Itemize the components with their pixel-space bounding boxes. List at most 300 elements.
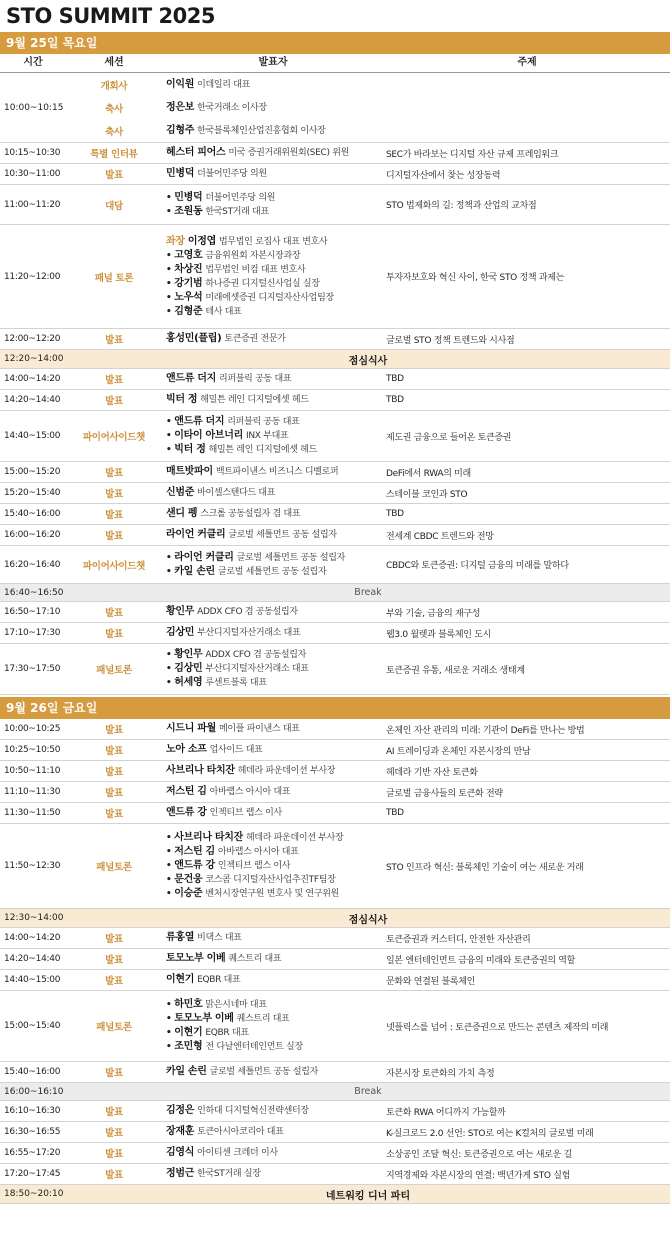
speaker-list (162, 369, 384, 389)
opening-time: 10:00~10:15 (4, 102, 64, 113)
speaker-name: 장재훈 (166, 1126, 195, 1137)
speaker (166, 952, 384, 966)
speaker-list (162, 143, 384, 163)
speaker-affiliation: 인젝티브 랩스 이사 (209, 808, 282, 818)
col-session: 세션 (104, 57, 124, 68)
session-label: 발표 (105, 170, 123, 181)
bullet: • (166, 1014, 175, 1024)
speaker-affiliation: 루센트블록 대표 (205, 678, 267, 688)
speaker-name: 라이언 커클리 (166, 529, 226, 540)
speaker (166, 263, 384, 277)
speaker-name: 홍성민(플립) (166, 333, 222, 344)
schedule-row (0, 546, 670, 584)
session-label: 발표 (105, 1068, 123, 1079)
speaker-name: 이타이 아브너리 (174, 430, 243, 441)
speaker-name: 김정은 (166, 1105, 195, 1116)
speaker (166, 277, 384, 291)
speaker-list (162, 525, 384, 545)
session-label: 발표 (105, 1107, 123, 1118)
speaker (166, 931, 384, 945)
speaker-affiliation: 미래에셋증권 디지털자산사업팀장 (205, 292, 334, 303)
bullet: • (166, 431, 175, 441)
speaker-affiliation: ADDX CFO 겸 공동설립자 (197, 607, 298, 617)
speaker (166, 191, 384, 205)
speaker-affiliation: 더불어민주당 의원 (197, 169, 267, 179)
speaker-list (162, 719, 384, 739)
speaker-affiliation: 퀘스트리 대표 (228, 954, 282, 964)
day2-rows-late (0, 1101, 670, 1185)
speaker-name: 김영식 (166, 1147, 195, 1158)
speaker (166, 626, 384, 640)
bullet: • (166, 264, 175, 275)
topic: 웹3.0 월렛과 블록체인 도시 (386, 629, 492, 640)
speaker (166, 605, 384, 619)
row-time: 16:20~16:40 (4, 559, 61, 570)
speaker-name: 차상진 (174, 263, 203, 275)
session-label: 발표 (105, 955, 123, 966)
speaker-name: 카일 손린 (166, 1066, 207, 1077)
topic: 토큰증권 유통, 새로운 거래소 생태계 (386, 665, 525, 676)
session-label: 파이어사이드챗 (82, 432, 146, 443)
topic: 디지털자산에서 찾는 성장동력 (386, 170, 501, 181)
speaker (166, 873, 384, 887)
speaker (166, 1065, 384, 1079)
speaker (166, 305, 384, 319)
schedule-row (0, 1122, 670, 1143)
speaker-list (162, 991, 384, 1061)
break-time: 16:40~16:50 (4, 587, 64, 598)
topic: 자본시장 토큰화의 가치 측정 (386, 1068, 495, 1079)
speaker (166, 167, 384, 181)
col-topic: 주제 (517, 57, 537, 68)
session-label: 특별 인터뷰 (90, 149, 138, 160)
speaker-affiliation: 금융위원회 자본시장과장 (205, 250, 301, 261)
bullet: • (166, 650, 175, 660)
speaker-affiliation: INX 부대표 (246, 431, 289, 441)
schedule-row (0, 504, 670, 525)
speaker-affiliation: 인젝티브 랩스 이사 (217, 861, 291, 871)
speaker-name: 이현기 (166, 974, 195, 985)
topic: 글로벌 금융사들의 토큰화 전략 (386, 788, 503, 799)
speaker-name: 민병덕 (174, 191, 203, 203)
bullet: • (166, 417, 175, 427)
session-label: 발표 (105, 1128, 123, 1139)
bullet: • (166, 664, 175, 674)
session-label: 발표 (105, 767, 123, 778)
schedule-row (0, 991, 670, 1062)
row-time: 11:20~12:00 (4, 271, 61, 282)
speaker-name: 허세영 (174, 677, 203, 688)
row-time: 10:30~11:00 (4, 169, 61, 179)
row-time: 15:00~15:40 (4, 1021, 61, 1031)
bullet: • (166, 875, 175, 885)
speaker-list (162, 623, 384, 643)
speaker-name: 노우석 (174, 291, 203, 303)
speaker-affiliation: 토큰아시아코리아 대표 (197, 1127, 284, 1137)
speaker (166, 722, 384, 736)
speaker (166, 831, 384, 845)
bullet: • (166, 1028, 175, 1038)
session-label: 축사 (105, 126, 123, 138)
topic: STO 인프라 혁신: 블록체인 기술이 여는 새로운 거래 (386, 862, 584, 873)
lunch-label: 점심식사 (348, 355, 388, 367)
lunch-time: 12:30~14:00 (4, 913, 64, 923)
speaker (166, 486, 384, 500)
speaker-list (162, 602, 384, 622)
speaker-list (162, 824, 384, 908)
speaker-name: 이정엽 (187, 235, 216, 247)
schedule-row (0, 143, 670, 164)
break-row (0, 584, 670, 602)
speaker-name: 앤드류 강 (174, 860, 215, 871)
schedule-row (0, 462, 670, 483)
speaker (166, 845, 384, 859)
topic: DeFi에서 RWA의 미래 (386, 468, 471, 479)
topic: K-실크로드 2.0 선언: STO로 여는 K컬처의 글로벌 미래 (386, 1128, 594, 1139)
row-time: 10:00~10:25 (4, 724, 61, 734)
speaker-affiliation: 글로벌 세틀먼트 공동 설립자 (236, 552, 346, 563)
dinner-row (0, 1185, 670, 1204)
schedule-row (0, 949, 670, 970)
speaker-affiliation: 토큰증권 전문가 (224, 334, 286, 344)
schedule-row (0, 623, 670, 644)
speaker-list (162, 803, 384, 823)
speaker-name: 하민호 (174, 999, 203, 1010)
speaker (166, 1040, 384, 1054)
session-label: 발표 (105, 1149, 123, 1160)
row-time: 17:20~17:45 (4, 1169, 61, 1179)
row-time: 16:55~17:20 (4, 1148, 61, 1158)
speaker-affiliation: EQBR 대표 (205, 1028, 249, 1038)
speaker-name: 이승준 (174, 888, 203, 899)
bullet: • (166, 278, 175, 289)
speaker-affiliation: 부산디지털자산거래소 대표 (205, 664, 309, 674)
speaker-affiliation: 헤데라 파운데이션 부사장 (246, 833, 344, 843)
bullet: • (166, 1000, 175, 1010)
speaker-affiliation: 백트파이낸스 비즈니스 디벨로퍼 (215, 467, 339, 477)
speaker-affiliation: 맑은시네마 대표 (205, 1000, 267, 1010)
speaker (166, 1125, 384, 1139)
speaker-name: 앤드류 더지 (174, 416, 225, 427)
row-time: 17:10~17:30 (4, 628, 61, 638)
speaker (166, 291, 384, 305)
row-time: 17:30~17:50 (4, 664, 61, 674)
schedule-row (0, 369, 670, 390)
day1-rows-afternoon (0, 369, 670, 584)
topic: 토큰증권과 커스터디, 안전한 자산관리 (386, 934, 531, 945)
speaker-list (162, 546, 384, 583)
topic: STO 법제화의 길: 정책과 산업의 교차점 (386, 201, 537, 211)
row-time: 10:15~10:30 (4, 148, 61, 158)
lunch-label: 점심식사 (348, 914, 388, 926)
session-label: 발표 (105, 809, 123, 820)
speaker-affiliation: 전 다날엔터테인먼트 실장 (205, 1042, 303, 1052)
session-label: 발표 (105, 608, 123, 619)
speaker-affiliation: EQBR 대표 (197, 975, 241, 985)
speaker-list (162, 185, 384, 224)
schedule-row (0, 803, 670, 824)
speaker (166, 806, 384, 820)
schedule-row (0, 1143, 670, 1164)
speaker-list (162, 329, 384, 349)
topic: 토큰화 RWA 어디까지 가능할까 (386, 1107, 506, 1118)
speaker-affiliation: 바이셀스탠다드 대표 (197, 488, 276, 498)
speaker-affiliation: 부산디지털자산거래소 대표 (197, 628, 301, 638)
row-time: 16:50~17:10 (4, 607, 61, 617)
bullet: • (166, 250, 175, 261)
topic: CBDC와 토큰증권: 디지털 금융의 미래를 말하다 (386, 561, 569, 571)
topic: 스테이블 코인과 STO (386, 489, 468, 500)
speaker-affiliation: 아바랩스 아시아 대표 (209, 787, 291, 797)
speaker (166, 785, 384, 799)
topic: TBD (386, 509, 404, 519)
topic: 헤데라 기반 자산 토큰화 (386, 767, 478, 778)
speaker-affiliation: 리퍼블릭 공동 대표 (218, 374, 292, 384)
speaker: 김형주 한국블록체인산업진흥협회 이사장 (166, 124, 326, 136)
bullet: • (166, 192, 175, 203)
speaker-name: 빅터 정 (166, 394, 198, 405)
speaker-list (162, 1143, 384, 1163)
topic: 일본 엔터테인먼트 금융의 미래와 토큰증권의 역할 (386, 955, 576, 966)
session-label: 축사 (105, 103, 123, 115)
row-time: 11:10~11:30 (4, 787, 61, 797)
session-label: 발표 (105, 335, 123, 346)
row-time: 14:00~14:20 (4, 933, 61, 943)
session-label: 발표 (105, 531, 123, 542)
row-time: 11:30~11:50 (4, 808, 61, 818)
speaker-name: 샌디 펭 (166, 508, 198, 519)
speaker-name: 조원동 (174, 205, 203, 217)
speaker (166, 648, 384, 662)
opening-item (66, 119, 670, 142)
bullet: • (166, 206, 175, 217)
speaker-affiliation: 글로벌 세틀먼트 공동 설립자 (217, 566, 327, 577)
speaker: 이익원 이데일리 대표 (166, 78, 251, 90)
schedule-row (0, 164, 670, 185)
schedule-row (0, 824, 670, 909)
speaker-affiliation: 한국ST거래 실장 (197, 1169, 261, 1179)
speaker-affiliation: 메이플 파이낸스 대표 (218, 724, 300, 734)
speaker (166, 443, 384, 457)
schedule-row (0, 185, 670, 225)
topic: 넷플릭스를 넘어 : 토큰증권으로 만드는 콘텐츠 제작의 미래 (386, 1022, 609, 1033)
speaker-list (162, 761, 384, 781)
session-label: 발표 (105, 396, 123, 407)
col-time: 시간 (23, 57, 43, 68)
speaker-list (162, 782, 384, 802)
speaker-affiliation: 코스콤 디지털자산사업추진TF팀장 (205, 875, 336, 885)
speaker (166, 465, 384, 479)
speaker (166, 551, 384, 565)
speaker-name: 앤드류 더지 (166, 373, 216, 384)
speaker-name: 토모노부 이베 (174, 1013, 234, 1024)
row-time: 15:20~15:40 (4, 488, 61, 498)
speaker (166, 676, 384, 690)
speaker-name: 김상민 (166, 627, 195, 638)
speaker (166, 1167, 384, 1181)
break-label: Break (354, 1086, 382, 1097)
break-row (0, 1083, 670, 1101)
bullet: • (166, 566, 175, 577)
session-label: 패널토론 (96, 1022, 132, 1033)
schedule-row (0, 390, 670, 411)
day2-header: 9월 26일 금요일 (0, 697, 670, 719)
speaker (166, 415, 384, 429)
topic: 부와 기술, 금융의 재구성 (386, 608, 481, 619)
schedule-row (0, 329, 670, 350)
speaker-list (162, 949, 384, 969)
speaker (166, 998, 384, 1012)
speaker-list (162, 1101, 384, 1121)
break-label: Break (354, 587, 382, 598)
bullet: • (166, 552, 175, 563)
bullet: • (166, 306, 175, 317)
speaker-name: 문건웅 (174, 874, 203, 885)
session-label: 발표 (105, 510, 123, 521)
speaker-affiliation: 더불어민주당 의원 (205, 192, 276, 203)
speaker-affiliation: 퀘스트리 대표 (236, 1014, 290, 1024)
row-time: 15:40~16:00 (4, 509, 61, 519)
speaker (166, 205, 384, 219)
topic: AI 트레이딩과 온체인 자본시장의 만남 (386, 746, 531, 757)
topic: 제도권 금융으로 들어온 토큰증권 (386, 432, 512, 443)
row-time: 12:00~12:20 (4, 334, 61, 344)
speaker (166, 1104, 384, 1118)
schedule-row (0, 644, 670, 695)
topic: TBD (386, 808, 404, 818)
speaker (166, 332, 384, 346)
speaker-affiliation: 하나증권 디지털신사업실 실장 (205, 278, 320, 289)
lunch-time: 12:20~14:00 (4, 354, 64, 364)
speaker-affiliation: 해밀튼 레인 디지털에셋 헤드 (208, 445, 317, 455)
speaker-name: 정범근 (166, 1168, 195, 1179)
speaker-affiliation: 아바랩스 아시아 대표 (217, 847, 299, 857)
session-label: 발표 (105, 1170, 123, 1181)
speaker-name: 사브리나 타치잔 (166, 765, 235, 776)
dinner-time: 18:50~20:10 (4, 1189, 64, 1199)
schedule-row (0, 970, 670, 991)
schedule-row (0, 1164, 670, 1185)
speaker (166, 565, 384, 579)
topic: SEC가 바라보는 디지털 자산 규제 프레임워크 (386, 149, 559, 160)
speaker-affiliation: 글로벌 세틀먼트 공동 설립자 (228, 530, 337, 540)
session-label: 발표 (105, 788, 123, 799)
topic: TBD (386, 374, 404, 384)
speaker-affiliation: 리퍼블릭 공동 대표 (227, 417, 300, 427)
bullet: • (166, 889, 175, 899)
schedule-row (0, 782, 670, 803)
speaker-name: 황인무 (166, 606, 195, 617)
speaker-list (162, 1164, 384, 1184)
speaker-name: 저스틴 김 (174, 846, 215, 857)
speaker-name: 황인무 (174, 649, 203, 660)
speaker-name: 강기범 (174, 277, 203, 289)
speaker (166, 887, 384, 901)
speaker (166, 1146, 384, 1160)
speaker-name: 앤드류 강 (166, 807, 207, 818)
session-label: 패널토론 (96, 862, 132, 873)
speaker-affiliation: 글로벌 세틀먼트 공동 설립자 (209, 1067, 319, 1077)
row-time: 11:00~11:20 (4, 199, 61, 210)
lunch-row (0, 350, 670, 369)
day2-rows-afternoon (0, 928, 670, 1083)
session-label: 발표 (105, 725, 123, 736)
row-time: 10:25~10:50 (4, 745, 61, 755)
schedule-row (0, 525, 670, 546)
session-label: 발표 (105, 468, 123, 479)
speaker-list (162, 970, 384, 990)
speaker-affiliation: 테사 대표 (205, 306, 242, 317)
row-time: 14:40~15:00 (4, 975, 61, 985)
speaker (166, 859, 384, 873)
row-time: 10:50~11:10 (4, 766, 61, 776)
dinner-label: 네트워킹 디너 파티 (325, 1190, 411, 1202)
schedule-row (0, 1101, 670, 1122)
schedule-row (0, 411, 670, 462)
speaker-list (162, 644, 384, 694)
row-time: 16:30~16:55 (4, 1127, 61, 1137)
speaker-name: 이현기 (174, 1027, 203, 1038)
speaker-name: 사브리나 타치잔 (174, 832, 243, 843)
day2-rows (0, 719, 670, 909)
speaker-affiliation: 스크롤 공동설립자 겸 대표 (200, 509, 301, 519)
moderator-label: 좌장 (166, 235, 188, 247)
speaker-list (162, 504, 384, 524)
row-time: 15:00~15:20 (4, 467, 61, 477)
day1-rows (0, 143, 670, 350)
speaker (166, 764, 384, 778)
speaker (166, 372, 384, 386)
row-time: 11:50~12:30 (4, 861, 61, 871)
break-time: 16:00~16:10 (4, 1086, 64, 1097)
speaker-list (162, 740, 384, 760)
speaker-name: 민병덕 (166, 168, 195, 179)
session-label: 발표 (105, 746, 123, 757)
bullet: • (166, 292, 175, 303)
speaker (166, 249, 384, 263)
session-label: 발표 (105, 934, 123, 945)
speaker (166, 235, 384, 249)
speaker (166, 393, 384, 407)
session-label: 개회사 (100, 80, 128, 92)
speaker-affiliation: 법무법인 로집사 대표 변호사 (219, 236, 328, 247)
column-header (0, 54, 670, 73)
speaker (166, 743, 384, 757)
schedule-row (0, 719, 670, 740)
bullet: • (166, 833, 175, 843)
speaker-list (162, 164, 384, 184)
session-label: 발표 (105, 976, 123, 987)
speaker-affiliation: 비댁스 대표 (197, 933, 242, 943)
page-title: STO SUMMIT 2025 (6, 4, 215, 28)
speaker-affiliation: 법무법인 비컴 대표 변호사 (205, 264, 306, 275)
speaker (166, 1026, 384, 1040)
bullet: • (166, 1042, 175, 1052)
speaker-name: 조민형 (174, 1041, 203, 1052)
speaker-affiliation: 해밀튼 레인 디지털에셋 헤드 (200, 395, 309, 405)
speaker-name: 김형준 (174, 305, 203, 317)
bullet: • (166, 861, 175, 871)
speaker-affiliation: ADDX CFO 겸 공동설립자 (205, 650, 307, 660)
speaker-name: 저스틴 김 (166, 786, 207, 797)
speaker-affiliation: 헤데라 파운데이션 부사장 (237, 766, 336, 776)
speaker-name: 신범준 (166, 487, 195, 498)
speaker-affiliation: 미국 증권거래위원회(SEC) 위원 (228, 148, 350, 158)
row-time: 16:10~16:30 (4, 1106, 61, 1116)
session-label: 패널 토론 (94, 272, 134, 284)
session-label: 파이어사이드챗 (82, 560, 146, 572)
speaker-list (162, 225, 384, 328)
